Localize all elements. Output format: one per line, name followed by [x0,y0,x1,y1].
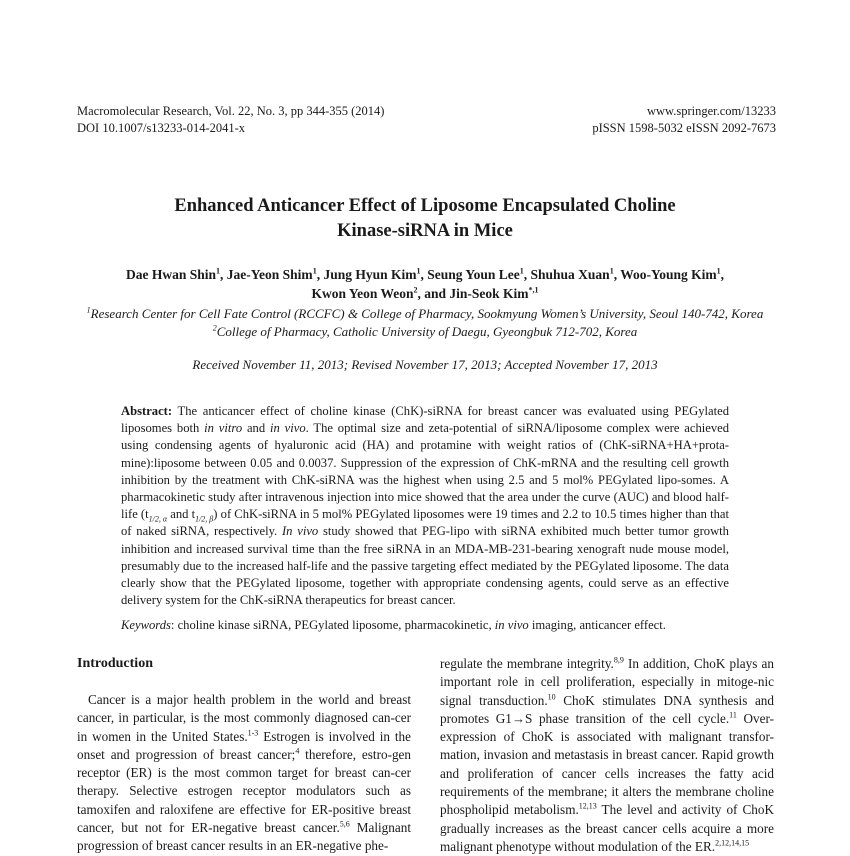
title-line-1: Enhanced Anticancer Effect of Liposome Encapsulated Choline [174,196,676,216]
section-heading-introduction: Introduction [77,656,153,671]
right-column [440,655,774,856]
paper-title [60,194,790,244]
abstract-label: Abstract: [121,404,173,418]
affiliation-1: $^1$Research Center for Cell Fate Control (RCCFC) & College of Pharmacy, Sookmyung Women’s University, Seoul 140-742, Korea [86,305,764,321]
citation-ref: 10 [547,692,556,702]
affiliations [40,305,810,341]
left-column [77,655,411,856]
citation-ref: 5,6 [339,819,350,829]
author-list [60,265,790,303]
author-affil-mark: 1 [216,266,221,276]
author-name: Jin-Seok Kim [449,286,529,301]
author-name: Shuhua Xuan [530,267,610,282]
author-affil-mark: 1 [416,266,421,276]
citation-ref: 2,12,14,15 [715,838,750,848]
abstract: Abstract: The anticancer effect of choline kinase (ChK)-siRNA for breast cancer was evaluated using PEGylated liposomes both in vitro and in vivo. The optimal size and zeta-potential of siRNA/liposome complex were achieved using condensing agents of hyaluronic acid (HA) and protamine with weight ratios of (ChK-siRNA+HA+prota-mine):liposome between 0.05 and 0.0037. Suppression of the expression of ChK-mRNA and the resulting cell growth inhibition by the treatment with ChK-siRNA was the highest when using 2.5 and 5 mol% PEGylated lipo-somes. A pharmacokinetic study after intravenous injection into mice showed that the area under the curve (AUC) and blood half-life ($t_{1/2, \alpha}$ and $t_{1/2, \beta}$) of ChK-siRNA in 5 mol% PEGylated liposomes were 19 times and 2.2 to 10.5 times higher than that of naked siRNA, respectively. In vivo study showed that PEG-lipo with siRNA exhibited much better tumor growth inhibition and increased survival time than the free siRNA in an MDA-MB-231-bearing xenograft nude mouse model, presumably due to the increased half-life and the passive targeting effect mediated by the PEGylated liposome. The data clearly show that the PEGylated liposome, together with appropriate condensing agents, could serve as an effective delivery system for the ChK-siRNA therapeutics for breast cancer. [121,404,730,608]
keywords-label: Keywords [121,618,171,632]
author-name: Kwon Yeon Weon [311,286,414,301]
author-line-1: Dae Hwan Shin$^1$, Jae-Yeon Shim$^1$, Jung Hyun Kim$^1$, Seung Youn Lee$^1$, Shuhua Xuan$^1$, Woo-Young Kim$^1$, [126,266,724,282]
author-name: Woo-Young Kim [620,267,717,282]
author-name: Jae-Yeon Shim [226,267,313,282]
issn: pISSN 1598-5032 eISSN 2092-7673 [592,121,776,135]
title-line-2: Kinase-siRNA in Mice [337,221,513,241]
body-paragraph: regulate the membrane integrity.$^{8,9}$ In addition, ChoK plays an important role in cell proliferation, especially in mitoge-nic signal transduction.$^{10}$ ChoK stimulates DNA synthesis and promotes G1→S phase transition of the cell cycle.$^{11}$ Over-expression of ChoK is associated with malignant transfor-mation, invasion and metastasis in breast cancer. Rapid growth and proliferation of cancer cells increases the fatty acid requirements of the membrane; it alters the membrane choline phospholipid metabolism.$^{12,13}$ The level and activity of ChoK gradually increases as the breast cancer cells acquire a more malignant phenotype without modulation of the ER.$^{2,12,14,15}$ [440,655,774,854]
author-affil-mark: *,1 [528,285,539,295]
journal-citation: Macromolecular Research, Vol. 22, No. 3, pp 344-355 (2014) [77,104,385,118]
author-affil-mark: 1 [609,266,614,276]
journal-header-left [77,103,384,137]
citation-ref: 4 [295,746,300,756]
author-affil-mark: 1 [312,266,317,276]
received-dates: Received November 11, 2013; Revised November 17, 2013; Accepted November 17, 2013 [192,357,658,372]
author-name: Seung Youn Lee [427,267,520,282]
author-line-2: Kwon Yeon Weon$^2$, and Jin-Seok Kim$^{*,1}$ [311,285,539,301]
author-affil-mark: 1 [716,266,721,276]
introduction-paragraph: Cancer is a major health problem in the world and breast cancer, in particular, is the most commonly diagnosed can-cer in women in the United States.$^{1-3}$ Estrogen is involved in the onset and progression of breast cancer;$^4$ therefore, estro-gen receptor (ER) is the most common target for breast can-cer therapy. Selective estrogen receptor modulators such as tamoxifen and raloxifene are effective for ER-positive breast cancer, but not for ER-negative breast cancer.$^{5,6}$ Malignant progression of breast cancer results in an ER-negative phe- [77,692,412,854]
author-name: Jung Hyun Kim [323,267,417,282]
journal-header-right [592,103,776,137]
doi: DOI 10.1007/s13233-014-2041-x [77,121,246,135]
author-affil-mark: 2 [413,285,418,295]
citation-ref: 12,13 [578,801,597,811]
affiliation-2: $^2$College of Pharmacy, Catholic University of Daegu, Gyeongbuk 712-702, Korea [212,323,638,339]
citation-ref: 11 [729,710,737,720]
citation-ref: 8,9 [613,655,624,665]
author-affil-mark: 1 [519,266,524,276]
journal-url: www.springer.com/13233 [646,104,776,118]
author-name: Dae Hwan Shin [126,267,217,282]
citation-ref: 1-3 [247,728,259,738]
keywords: Keywords: choline kinase siRNA, PEGylated liposome, pharmacokinetic, in vivo imaging, anticancer effect. [121,618,666,632]
